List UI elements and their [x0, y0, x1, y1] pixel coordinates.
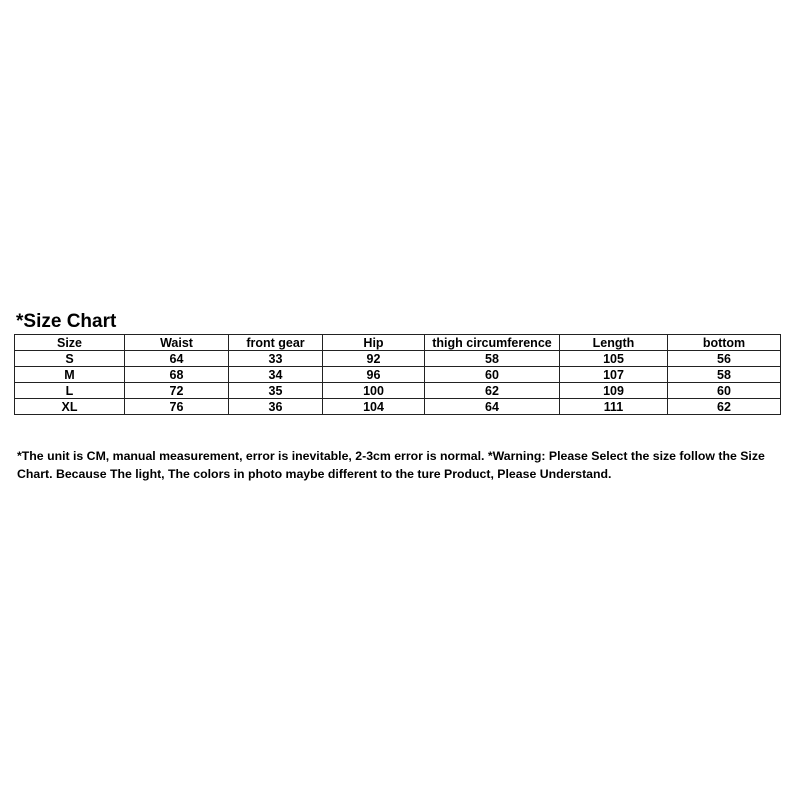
measurement-note: *The unit is CM, manual measurement, error is inevitable, 2-3cm error is normal. *Warning: Please Select the size follow the Size Chart. Because The light, The colors in photo maybe different to the ture Product, Please Understand.	[17, 449, 765, 481]
size-chart-table	[14, 334, 781, 415]
table-cell: 76	[125, 399, 229, 415]
table-cell: 111	[560, 399, 668, 415]
column-header: Hip	[323, 335, 425, 351]
table-row	[15, 351, 781, 367]
table-cell: 104	[323, 399, 425, 415]
table-cell: 109	[560, 383, 668, 399]
column-header: thigh circumference	[425, 335, 560, 351]
column-header: Length	[560, 335, 668, 351]
table-cell: 64	[125, 351, 229, 367]
table-cell: 36	[229, 399, 323, 415]
table-cell: 62	[668, 399, 781, 415]
table-cell: M	[15, 367, 125, 383]
table-cell: 56	[668, 351, 781, 367]
column-header: front gear	[229, 335, 323, 351]
table-cell: 68	[125, 367, 229, 383]
table-header-row	[15, 335, 781, 351]
table-cell: 34	[229, 367, 323, 383]
column-header: Size	[15, 335, 125, 351]
table-cell: L	[15, 383, 125, 399]
table-cell: 105	[560, 351, 668, 367]
table-cell: 62	[425, 383, 560, 399]
column-header: bottom	[668, 335, 781, 351]
table-cell: 92	[323, 351, 425, 367]
size-chart-title: *Size Chart	[16, 311, 117, 332]
table-cell: 35	[229, 383, 323, 399]
column-header: Waist	[125, 335, 229, 351]
table-cell: 64	[425, 399, 560, 415]
table-row	[15, 367, 781, 383]
table-cell: 58	[425, 351, 560, 367]
table-cell: 107	[560, 367, 668, 383]
table-cell: XL	[15, 399, 125, 415]
table-cell: S	[15, 351, 125, 367]
table-row	[15, 383, 781, 399]
table-cell: 60	[668, 383, 781, 399]
table-row	[15, 399, 781, 415]
table-cell: 58	[668, 367, 781, 383]
table-cell: 96	[323, 367, 425, 383]
table-cell: 100	[323, 383, 425, 399]
table-cell: 72	[125, 383, 229, 399]
table-cell: 60	[425, 367, 560, 383]
table-cell: 33	[229, 351, 323, 367]
